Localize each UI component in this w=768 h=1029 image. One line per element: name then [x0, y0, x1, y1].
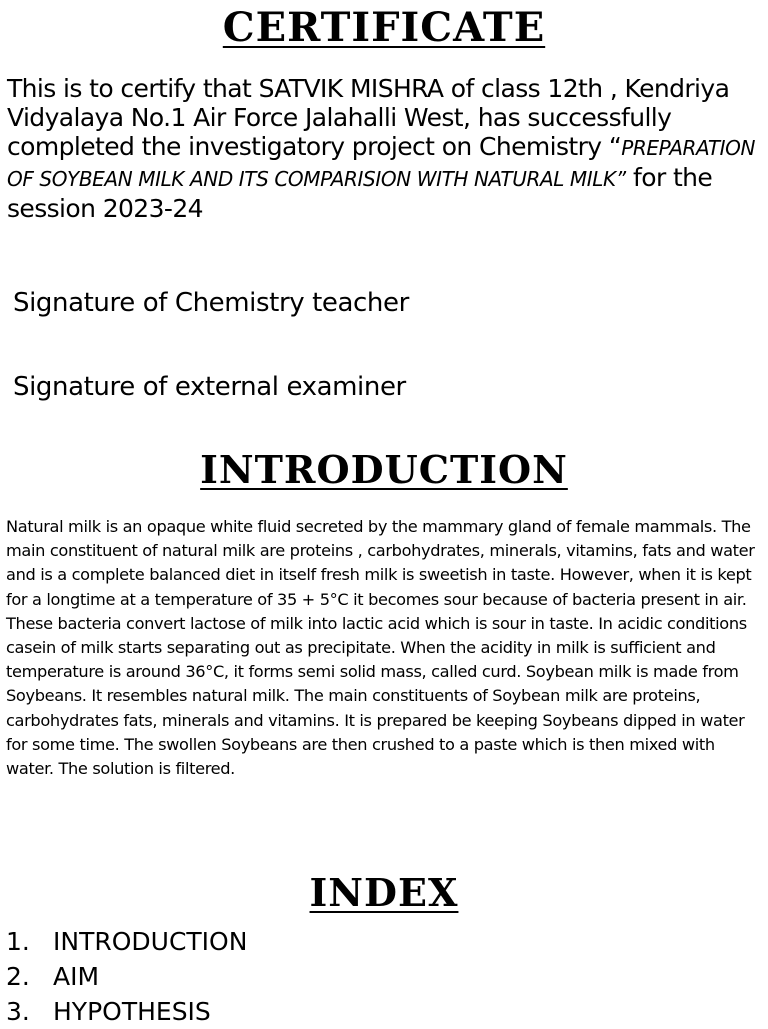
signature-external-examiner: Signature of external examiner [13, 372, 406, 402]
introduction-heading: INTRODUCTION [200, 447, 568, 492]
index-item-introduction [6, 924, 247, 959]
introduction-paragraph: Natural milk is an opaque white fluid secreted by the mammary gland of female mammals. The main constituent of natural milk are proteins , carbohydrates, minerals, vitamins, fats and water and is a complete balanced diet in itself fresh milk is sweetish in taste. However, when it is kept for a longtime at a temperature of 35 + 5°C it becomes sour because of bacteria present in air. These bacteria convert lactose of milk into lactic acid which is sour in taste. In acidic conditions casein of milk starts separating out as precipitate. When the acidity in milk is sufficient and temperature is around 36°C, it forms semi solid mass, called curd. Soybean milk is made from Soybeans. It resembles natural milk. The main constituents of Soybean milk are proteins, carbohydrates fats, minerals and vitamins. It is prepared be keeping Soybeans dipped in water for some time. The swollen Soybeans are then crushed to a paste which is then mixed with water. The solution is filtered. [6, 517, 755, 779]
index-item-number: 2. [6, 962, 30, 991]
index-item-aim [6, 959, 247, 994]
index-item-label: HYPOTHESIS [53, 997, 211, 1026]
index-item-number: 1. [6, 927, 30, 956]
signature-chemistry-teacher: Signature of Chemistry teacher [13, 288, 409, 318]
certificate-heading: CERTIFICATE [222, 4, 546, 51]
index-item-number: 3. [6, 997, 30, 1026]
certificate-statement: This is to certify that SATVIK MISHRA of class 12th , Kendriya Vidyalaya No.1 Air Force Jalahalli West, has successfully completed the investigatory project on Chemistry “ [7, 74, 730, 161]
index-heading: INDEX [309, 870, 459, 915]
index-item-label: INTRODUCTION [53, 927, 248, 956]
certificate-body [7, 74, 765, 223]
index-list [6, 924, 247, 1029]
index-item-label: AIM [53, 962, 100, 991]
session-text: for the session 2023-24 [7, 163, 713, 223]
project-title: PREPARATION OF SOYBEAN MILK AND ITS COMPARISION WITH NATURAL MILK” [7, 136, 756, 191]
